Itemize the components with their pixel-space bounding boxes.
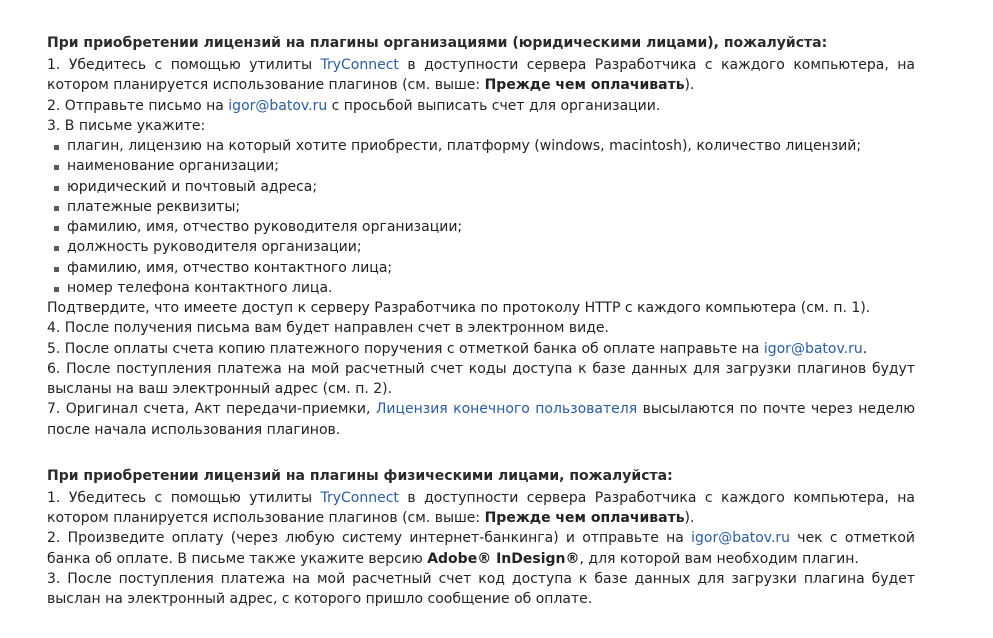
- before-paying-reference: Прежде чем оплачивать: [484, 510, 685, 526]
- org-step-3: 3. В письме укажите:: [47, 117, 206, 134]
- org-step-1: 1. Убедитесь с помощью утилиты TryConnect в доступности сервера Разработчика с каждого компьютера, на котором планируется использование плагинов (см. выше: Прежде чем оплачивать).: [47, 57, 915, 94]
- org-confirm-note: Подтвердите, что имеете доступ к серверу Разработчика по протоколу HTTP с каждого компьютера (см. п. 1).: [47, 300, 871, 316]
- list-item: фамилию, имя, отчество контактного лица;: [47, 258, 915, 278]
- org-step-7: 7. Оригинал счета, Акт передачи-приемки, Лицензия конечного пользователя высылаются по почте через неделю после начала использования плагинов.: [47, 401, 915, 438]
- email-link[interactable]: igor@batov.ru: [763, 340, 863, 357]
- person-step-3: 3. После поступления платежа на мой расчетный счет код доступа к базе данных для загрузки плагина будет выслан на электронный адрес, с которого пришло сообщение об оплате.: [47, 570, 915, 607]
- bullet-icon: [54, 246, 59, 251]
- person-step-2: 2. Произведите оплату (через любую систему интернет-банкинга) и отправьте на igor@batov.ru чек с отметкой банка об оплате. В письме также укажите версию Adobe® InDesign®, для которой вам необходим плагин.: [47, 530, 916, 567]
- tryconnect-link[interactable]: TryConnect: [320, 489, 399, 506]
- org-step-5: 5. После оплаты счета копию платежного поручения с отметкой банка об оплате направьте на igor@batov.ru.: [47, 340, 868, 357]
- bullet-icon: [54, 206, 59, 211]
- org-step-2: 2. Отправьте письмо на igor@batov.ru с просьбой выписать счет для организации.: [47, 97, 661, 114]
- list-item: плагин, лицензию на который хотите приобрести, платформу (windows, macintosh), количество лицензий;: [47, 136, 915, 156]
- bullet-icon: [54, 186, 59, 191]
- list-item: юридический и почтовый адреса;: [47, 177, 915, 197]
- bullet-icon: [54, 145, 59, 150]
- bullet-icon: [54, 226, 59, 231]
- tryconnect-link[interactable]: TryConnect: [320, 57, 399, 73]
- indesign-version-note: Adobe® InDesign®: [427, 550, 580, 567]
- bullet-icon: [54, 267, 59, 272]
- list-item: наименование организации;: [47, 156, 915, 176]
- bullet-icon: [54, 287, 59, 292]
- person-section-title: При приобретении лицензий на плагины физическими лицами, пожалуйста:: [47, 467, 673, 484]
- list-item: номер телефона контактного лица.: [47, 278, 915, 298]
- org-section-title: При приобретении лицензий на плагины организациями (юридическими лицами), пожалуйста:: [47, 35, 828, 51]
- email-link[interactable]: igor@batov.ru: [691, 530, 791, 547]
- email-link[interactable]: igor@batov.ru: [228, 97, 328, 114]
- org-step-6: 6. После поступления платежа на мой расчетный счет коды доступа к базе данных для загрузки плагинов будут высланы на ваш электронный адрес (см. п. 2).: [47, 360, 915, 397]
- org-requirements-list: [47, 136, 915, 298]
- before-paying-reference: Прежде чем оплачивать: [484, 77, 685, 94]
- bullet-icon: [54, 165, 59, 170]
- content: [47, 33, 915, 609]
- org-step-4: 4. После получения письма вам будет направлен счет в электронном виде.: [47, 320, 609, 337]
- eula-link[interactable]: Лицензия конечного пользователя: [375, 401, 638, 418]
- section-spacer: [47, 440, 915, 466]
- list-item: должность руководителя организации;: [47, 237, 915, 257]
- list-item: платежные реквизиты;: [47, 197, 915, 217]
- person-step-1: 1. Убедитесь с помощью утилиты TryConnect в доступности сервера Разработчика с каждого компьютера, на котором планируется использование плагинов (см. выше: Прежде чем оплачивать).: [47, 489, 915, 526]
- list-item: фамилию, имя, отчество руководителя организации;: [47, 217, 915, 237]
